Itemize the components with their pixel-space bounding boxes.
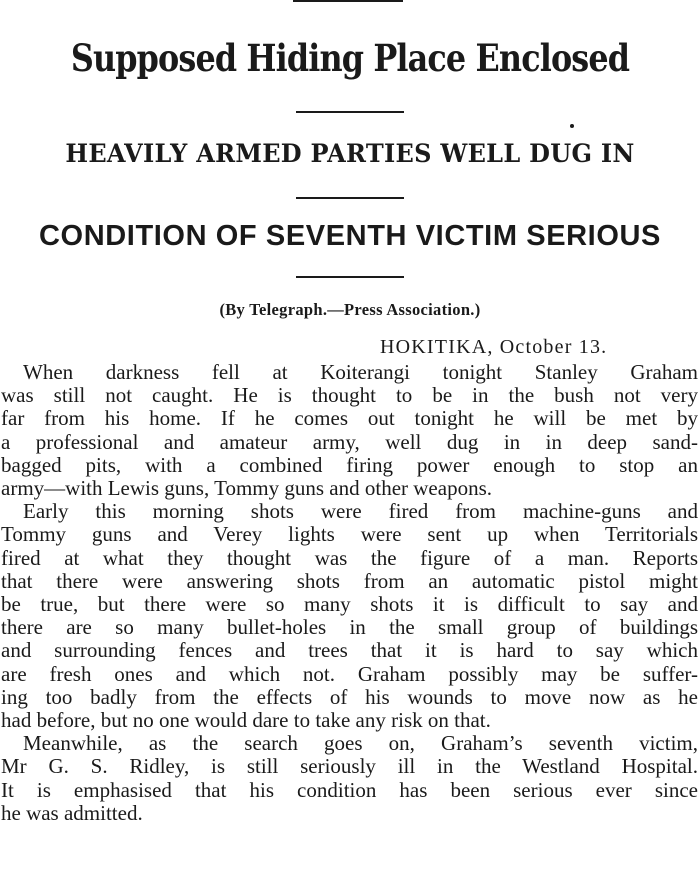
byline: (By Telegraph.—Press Association.) [219, 300, 481, 319]
body-line: Meanwhile, as the search goes on, Graham’s seventh victim, [23, 731, 698, 756]
dateline: HOKITIKA, October 13. [380, 336, 608, 358]
body-line: fired at what they thought was the figure of a man. Reports [1, 545, 698, 570]
body-line: that there were answering shots from an automatic pistol might [1, 568, 698, 593]
body-line: there are so many bullet-holes in the small group of buildings [1, 615, 698, 640]
headline-sub: HEAVILY ARMED PARTIES WELL DUG IN [65, 139, 635, 168]
body-line: bagged pits, with a combined firing power enough to stop an [1, 452, 698, 477]
top-divider-rule [293, 0, 403, 2]
body-line: ing too badly from the effects of his wounds to move now as he [1, 684, 698, 709]
body-line: Early this morning shots were fired from machine-guns and [23, 499, 698, 524]
body-line: was still not caught. He is thought to be in the bush not very [1, 383, 698, 408]
body-line: a professional and amateur army, well dug in in deep sand- [1, 429, 698, 454]
body-line: he was admitted. [1, 800, 143, 825]
article-body [0, 361, 700, 825]
divider-rule [296, 197, 404, 199]
body-line: army—with Lewis guns, Tommy guns and other weapons. [1, 476, 492, 501]
divider-rule [296, 276, 404, 278]
body-line: It is emphasised that his condition has been serious ever since [1, 777, 698, 802]
body-line: When darkness fell at Koiterangi tonight Stanley Graham [23, 360, 698, 384]
headline-main: Supposed Hiding Place Enclosed [70, 36, 630, 80]
body-line: be true, but there were so many shots it is difficult to say and [1, 592, 698, 617]
print-speck [570, 124, 574, 128]
body-line: and surrounding fences and trees that it is hard to say which [1, 638, 698, 663]
headline-third: CONDITION OF SEVENTH VICTIM SERIOUS [39, 220, 661, 252]
divider-rule [296, 111, 404, 113]
body-line: are fresh ones and which not. Graham possibly may be suffer- [1, 661, 698, 686]
body-line: Mr G. S. Ridley, is still seriously ill in the Westland Hospital. [1, 754, 698, 779]
body-line: far from his home. If he comes out tonight he will be met by [1, 406, 698, 431]
body-line: had before, but no one would dare to take any risk on that. [1, 708, 491, 733]
body-line: Tommy guns and Verey lights were sent up when Territorials [1, 522, 698, 547]
